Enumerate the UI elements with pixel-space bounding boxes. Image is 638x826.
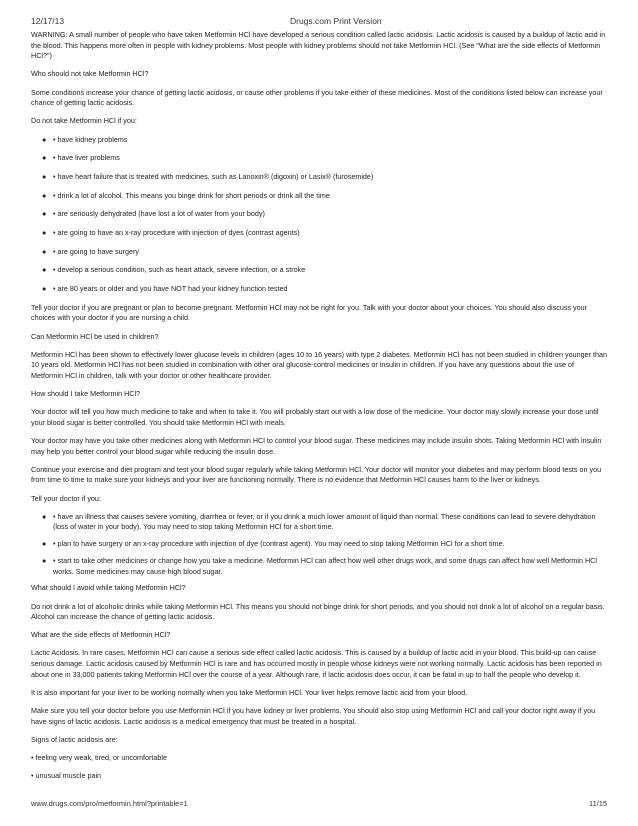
- list-item: ● • start to take other medicines or change how you take a medicine. Metformin HCl can affect how well other drugs work, and some drugs can affect how well Metformin HCl works. Some medicines may cause high blood sugar.: [42, 555, 597, 576]
- make-sure-paragraph: Make sure you tell your doctor before you use Metformin HCl if you have kidney or liver problems. You should also stop using Metformin HCl and call your doctor right away if you have signs of lactic acidosis. Lactic acidosis is a medical emergency that must be treated in a hospital.: [31, 706, 596, 726]
- how-paragraph-3: Continue your exercise and diet program and test your blood sugar regularly while taking Metformin HCl. Your doctor will monitor your diabetes and may perform blood tests on you from time to time to make sure your kidneys and your liver are functioning normally. There is no evidence that Metformin HCl causes harm to the liver or kidneys.: [31, 464, 602, 485]
- heading-signs: Signs of lactic acidosis are:: [31, 734, 118, 744]
- list-item: ● • have liver problems: [42, 153, 120, 163]
- pregnancy-paragraph: Tell your doctor if you are pregnant or plan to become pregnant. Metformin HCl may not be right for you. Talk with your doctor about your choices. You should also discuss your choices with your doctor if you are nursing a child.: [31, 302, 587, 323]
- bullet-icon: ●: [42, 227, 47, 237]
- warning-paragraph: WARNING: A small number of people who have taken Metformin HCl have developed a serious condition called lactic acidosis. Lactic acidosis is caused by a buildup of lactic acid in the blood. This happens more often in people with kidney problems. Most people with kidney problems should not take Metformin HCl. (See "What are the side effects of Metformin HCl?"): [31, 30, 606, 61]
- heading-side-effects: What are the side effects of Metformin HCl?: [31, 630, 171, 640]
- print-date: 12/17/13: [31, 16, 65, 26]
- list-item: ● • are 80 years or older and you have NOT had your kidney function tested: [42, 284, 288, 294]
- heading-how-to-take: How should I take Metformin HCl?: [31, 389, 141, 399]
- footer-url: www.drugs.com/pro/metformin.html?printable=1: [31, 799, 188, 808]
- document-body: [31, 30, 607, 789]
- bullet-icon: ●: [42, 284, 47, 294]
- bullet-icon: ●: [42, 153, 47, 163]
- list-item: ● • are going to have an x-ray procedure with injection of dyes (contrast agents): [42, 227, 300, 237]
- print-title: Drugs.com Print Version: [290, 16, 382, 26]
- sign-item: • feeling very weak, tired, or uncomfortable: [31, 753, 167, 762]
- list-item: ● • have an illness that causes severe vomiting, diarrhea or fever, or if you drink a much lower amount of liquid than normal. These conditions can lead to severe dehydration (loss of water in your body). You may need to stop taking Metformin HCl for a short time.: [42, 511, 596, 532]
- heading-avoid: What should I avoid while taking Metformin HCl?: [31, 583, 186, 593]
- do-not-take-list: [31, 135, 607, 295]
- list-item: ● • have heart failure that is treated with medicines, such as Lanoxin® (digoxin) or Lasix® (furosemide): [42, 171, 374, 181]
- list-item: ● • drink a lot of alcohol. This means you binge drink for short periods or drink all the time: [42, 190, 330, 200]
- bullet-icon: ●: [42, 134, 47, 144]
- liver-paragraph: It is also important for your liver to be working normally when you take Metformin HCl. Your liver helps remove lactic acid from your blood.: [31, 687, 468, 697]
- bullet-icon: ●: [42, 171, 47, 181]
- how-paragraph-2: Your doctor may have you take other medicines along with Metformin HCl to control your blood sugar. These medicines may include insulin shots. Taking Metformin HCl with insulin may help you better control your blood sugar while reducing the insulin dose.: [31, 436, 602, 456]
- conditions-paragraph: Some conditions increase your chance of getting lactic acidosis, or cause other problems if you take either of these medicines. Most of the conditions listed below can increase your chance of getting lactic acidosis.: [31, 87, 603, 108]
- children-paragraph: Metformin HCl has been shown to effectively lower glucose levels in children (ages 10 to 16 years) with type 2 diabetes. Metformin HCl has not been studied in children younger than 10 years old. Metformin HCl has not been studied in combination with other oral glucose-control medicines or insulin in children. If you have any questions about the use of Metformin HCl in children, talk with your doctor or other healthcare provider.: [31, 349, 607, 380]
- bullet-icon: ●: [42, 539, 47, 549]
- bullet-icon: ●: [42, 190, 47, 200]
- do-not-take-intro: Do not take Metformin HCl if you:: [31, 116, 137, 126]
- heading-who-should-not: Who should not take Metformin HCl?: [31, 69, 149, 79]
- how-paragraph-1: Your doctor will tell you how much medicine to take and when to take it. You will probably start out with a low dose of the medicine. Your doctor may slowly increase your dose until your blood sugar is better controlled. You should take Metformin HCl with meals.: [31, 407, 599, 427]
- bullet-icon: ●: [42, 511, 47, 521]
- page-number: 11/15: [589, 799, 607, 808]
- lactic-acidosis-paragraph: Lactic Acidosis. In rare cases, Metformin HCl can cause a serious side effect called lactic acidosis. This is caused by a buildup of lactic acid in your blood. This build-up can cause serious damage. Lactic acidosis caused by Metformin HCl is rare and has occurred mostly in people whose kidneys were not working normally. Lactic acidosis has been reported in about one in 33,000 patients taking Metformin HCl over the course of a year. Although rare, if lactic acidosis does occur, it can be fatal in up to half the people who develop it.: [31, 648, 602, 679]
- bullet-icon: ●: [42, 555, 47, 565]
- bullet-icon: ●: [42, 246, 47, 256]
- avoid-paragraph: Do not drink a lot of alcoholic drinks while taking Metformin HCl. This means you should not binge drink for short periods, and you should not drink a lot of alcohol on a regular basis. Alcohol can increase the chance of getting lactic acidosis.: [31, 601, 605, 622]
- list-item: ● • are seriously dehydrated (have lost a lot of water from your body): [42, 209, 265, 219]
- list-item: ● • are going to have surgery: [42, 246, 140, 256]
- tell-doctor-intro: Tell your doctor if you:: [31, 493, 101, 503]
- tell-doctor-list: [31, 512, 607, 577]
- list-item: ● • plan to have surgery or an x-ray procedure with injection of dye (contrast agent). You may need to stop taking Metformin HCl for a short time.: [42, 539, 505, 549]
- bullet-icon: ●: [42, 209, 47, 219]
- sign-item: • unusual muscle pain: [31, 771, 102, 781]
- bullet-icon: ●: [42, 265, 47, 275]
- heading-children: Can Metformin HCl be used in children?: [31, 331, 159, 341]
- list-item: ● • develop a serious condition, such as heart attack, severe infection, or a stroke: [42, 265, 306, 275]
- list-item: ● • have kidney problems: [42, 134, 128, 144]
